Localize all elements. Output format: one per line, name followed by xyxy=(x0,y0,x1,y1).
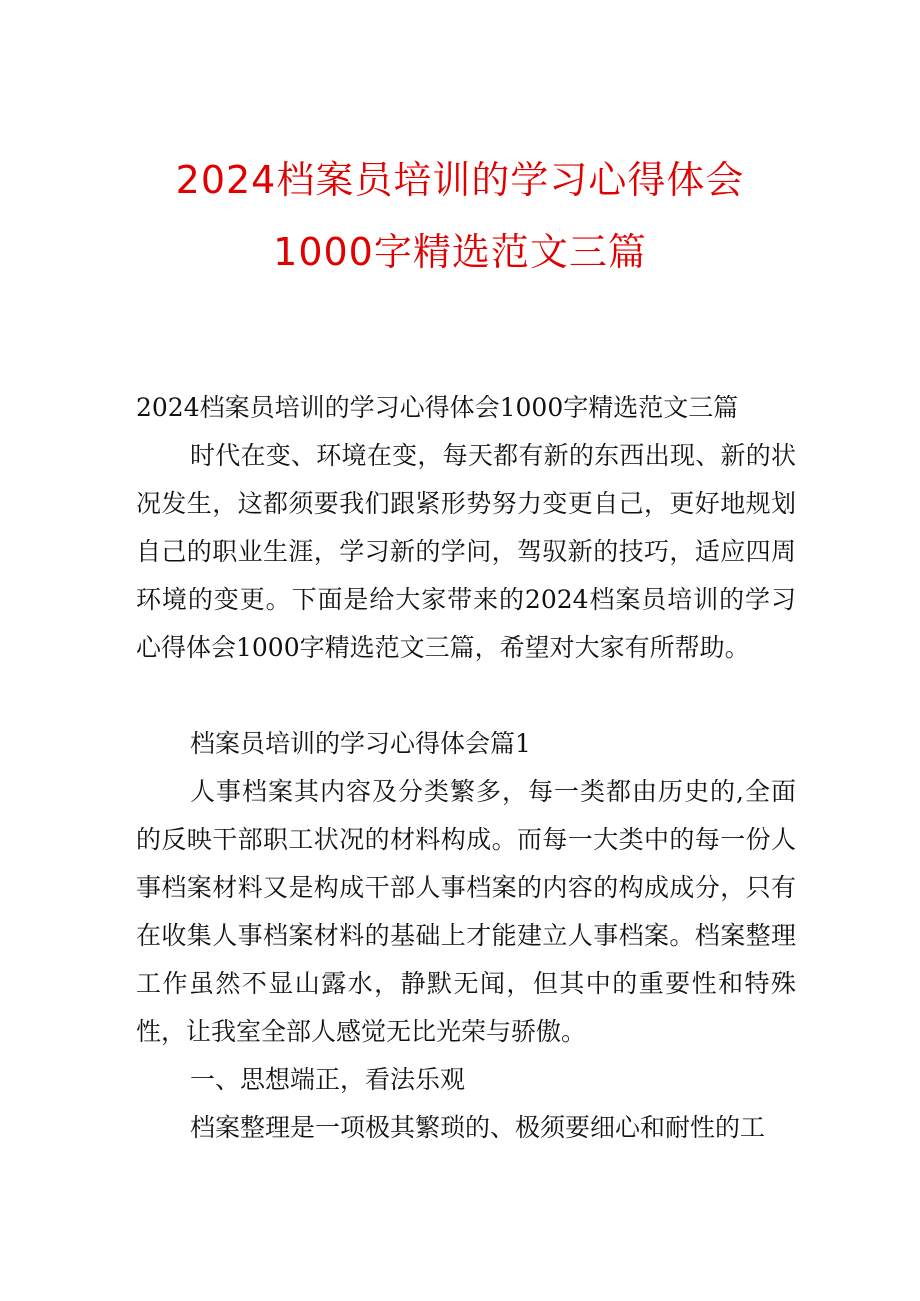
section-title: 档案员培训的学习心得体会篇1 xyxy=(190,729,531,758)
sub-heading: 一、思想端正，看法乐观 xyxy=(190,1065,466,1094)
body-paragraph-continued: 档案整理是一项极其繁琐的、极须要细心和耐性的工 xyxy=(190,1113,766,1142)
document-title-line-1: 2024档案员培训的学习心得体会 xyxy=(175,158,745,202)
intro-paragraph: 时代在变、环境在变，每天都有新的东西出现、新的状况发生，这都须要我们跟紧形势努力变更自己，更好地规划自己的职业生涯，学习新的学问，驾驭新的技巧，适应四周环境的变更。下面是给大家带来的2024档案员培训的学习心得体会1000字精选范文三篇，希望对大家有所帮助。 xyxy=(136,441,796,662)
document-title-line-2: 1000字精选范文三篇 xyxy=(273,230,647,274)
body-paragraph: 人事档案其内容及分类繁多，每一类都由历史的,全面的反映干部职工状况的材料构成。而每一大类中的每一份人事档案材料又是构成干部人事档案的内容的构成成分，只有在收集人事档案材料的基础上才能建立人事档案。档案整理工作虽然不显山露水，静默无闻，但其中的重要性和特殊性，让我室全部人感觉无比光荣与骄傲。 xyxy=(136,777,796,1046)
document-subtitle: 2024档案员培训的学习心得体会1000字精选范文三篇 xyxy=(136,393,739,422)
